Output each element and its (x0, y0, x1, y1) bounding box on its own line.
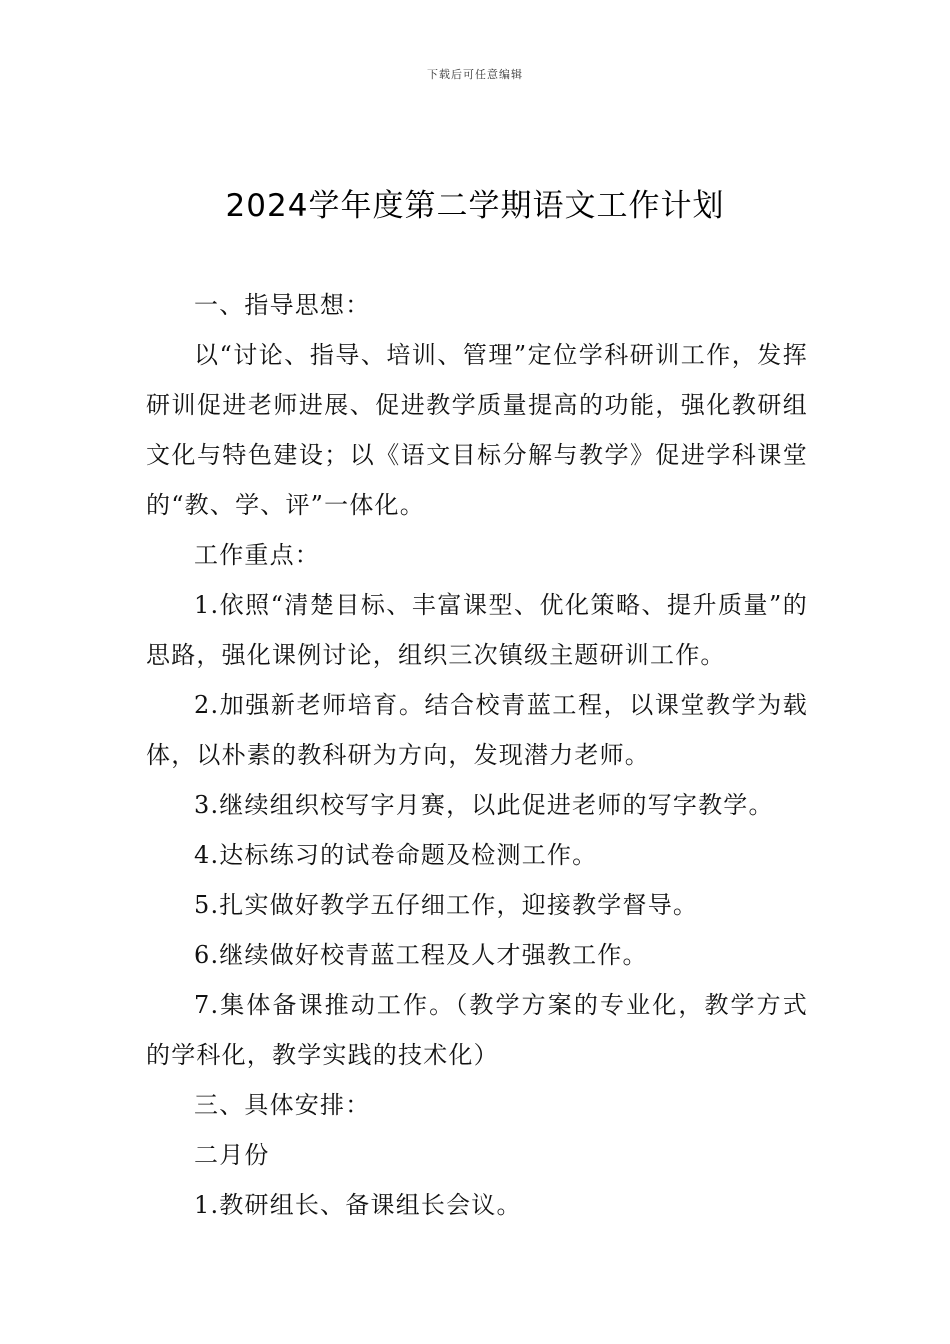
paragraph-guiding-ideology: 以“讨论、指导、培训、管理”定位学科研训工作，发挥研训促进老师进展、促进教学质量提高的功能，强化教研组文化与特色建设；以《语文目标分解与教学》促进学科课堂的“教、学、评”一体化。 (146, 341, 808, 519)
header-note: 下载后可任意编辑 (427, 68, 523, 81)
work-item-2: 2.加强新老师培育。结合校青蓝工程，以课堂教学为载体，以朴素的教科研为方向，发现潜力老师。 (146, 691, 808, 769)
document-body (146, 280, 808, 1230)
work-item-5: 5.扎实做好教学五仔细工作，迎接教学督导。 (194, 891, 699, 919)
work-item-3: 3.继续组织校写字月赛，以此促进老师的写字教学。 (194, 791, 774, 819)
work-item-6: 6.继续做好校青蓝工程及人才强教工作。 (194, 941, 648, 969)
work-item-7: 7.集体备课推动工作。（教学方案的专业化，教学方式的学科化，教学实践的技术化） (146, 991, 808, 1069)
document-title: 2024学年度第二学期语文工作计划 (225, 188, 725, 224)
work-item-4: 4.达标练习的试卷命题及检测工作。 (194, 841, 598, 869)
section-heading-guiding-ideology: 一、指导思想： (194, 291, 371, 319)
february-item-1: 1.教研组长、备课组长会议。 (194, 1191, 522, 1219)
month-heading-february: 二月份 (194, 1141, 270, 1169)
section-heading-work-focus: 工作重点： (194, 541, 320, 569)
work-item-1: 1.依照“清楚目标、丰富课型、优化策略、提升质量”的思路，强化课例讨论，组织三次镇级主题研训工作。 (146, 591, 808, 669)
section-heading-arrangement: 三、具体安排： (194, 1091, 371, 1119)
